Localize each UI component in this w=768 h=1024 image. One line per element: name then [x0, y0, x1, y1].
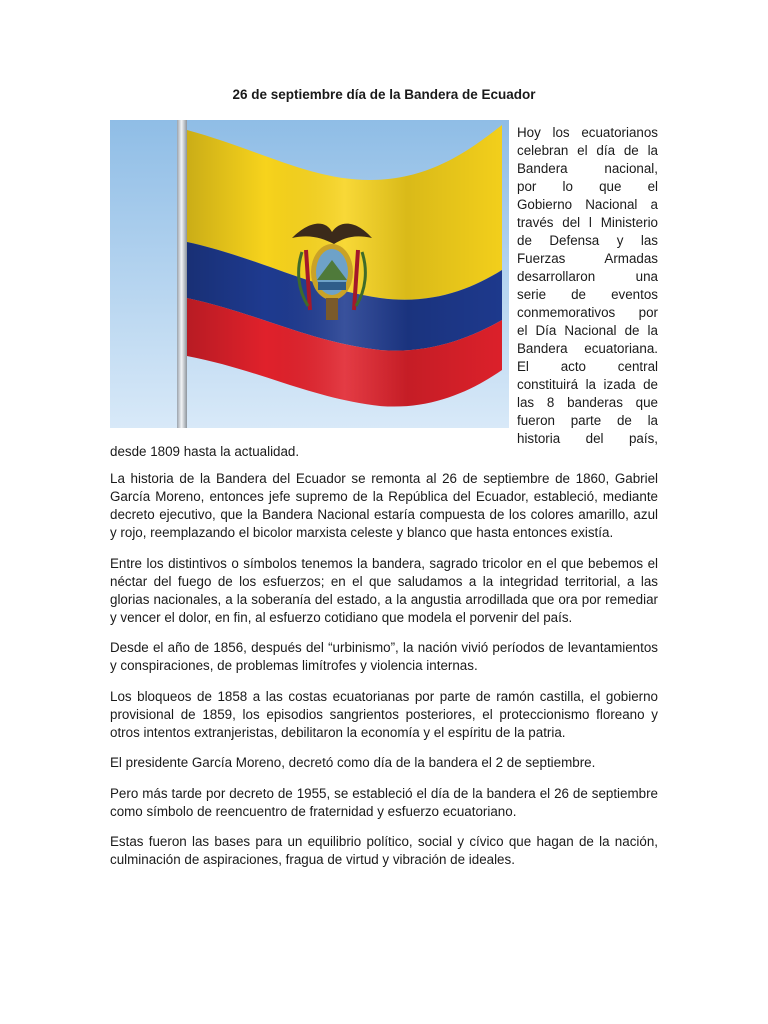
side-line: serie de eventos [517, 287, 658, 302]
body-text [110, 470, 658, 882]
side-line: conmemorativos por [517, 305, 658, 320]
side-line: Hoy los ecuatorianos [517, 125, 658, 140]
side-line: desarrollaron una [517, 269, 658, 284]
side-line: Fuerzas Armadas [517, 251, 658, 266]
body-paragraph: Estas fueron las bases para un equilibrio político, social y cívico que hagan de la nación, culminación de aspiraciones, fragua de virtud y vibración de ideales. [110, 834, 658, 867]
side-line: fueron parte de la [517, 413, 658, 428]
side-line: Bandera ecuatoriana. [517, 341, 658, 356]
side-line: de Defensa y las [517, 233, 658, 248]
body-paragraph: La historia de la Bandera del Ecuador se remonta al 26 de septiembre de 1860, Gabriel García Moreno, entonces jefe supremo de la República del Ecuador, estableció, mediante decreto ejecutivo, que la Bandera Nacional estaría compuesta de los colores amarillo, azul y rojo, reemplazando el bicolor marxista celeste y blanco que hasta entonces existía. [110, 471, 658, 540]
side-line: constituirá la izada de [517, 377, 658, 392]
side-line: el Día Nacional de la [517, 323, 658, 338]
side-line: Gobierno Nacional a [517, 197, 658, 212]
side-paragraph [517, 124, 658, 448]
side-line: El acto central [517, 359, 658, 374]
side-line: historia del país, [517, 431, 658, 446]
side-line: Bandera nacional, [517, 161, 658, 176]
side-line: por lo que el [517, 179, 658, 194]
side-line: través del l Ministerio [517, 215, 658, 230]
intro-continuation: desde 1809 hasta la actualidad. [110, 444, 300, 459]
body-paragraph: Pero más tarde por decreto de 1955, se estableció el día de la bandera el 26 de septiembre como símbolo de reencuentro de fraternidad y esfuerzo ecuatoriano. [110, 785, 658, 819]
page-title: 26 de septiembre día de la Bandera de Ecuador [232, 87, 536, 102]
side-line: las 8 banderas que [517, 395, 658, 410]
body-paragraph: El presidente García Moreno, decretó como día de la bandera el 2 de septiembre. [110, 755, 596, 770]
side-line: celebran el día de la [517, 143, 658, 158]
body-paragraph: Los bloqueos de 1858 a las costas ecuatorianas por parte de ramón castilla, el gobierno provisional de 1859, los episodios sangrientos posteriores, el proteccionismo floreano y otros intentos extranjeristas, debilitaron la economía y el espíritu de la patria. [110, 688, 658, 740]
body-paragraph: Desde el año de 1856, después del “urbinismo”, la nación vivió períodos de levantamientos y conspiraciones, de problemas limítrofes y violencia internas. [110, 640, 658, 673]
ecuador-flag-photo [110, 120, 509, 428]
body-paragraph: Entre los distintivos o símbolos tenemos la bandera, sagrado tricolor en el que bebemos el néctar del fuego de los esfuerzos; en el que saludamos a la integridad territorial, a las glorias nacionales, a la soberanía del estado, a la angustia arrodillada que ora por remediar y vencer el dolor, en fin, al esfuerzo cotidiano que modela el porvenir del país. [110, 555, 658, 625]
